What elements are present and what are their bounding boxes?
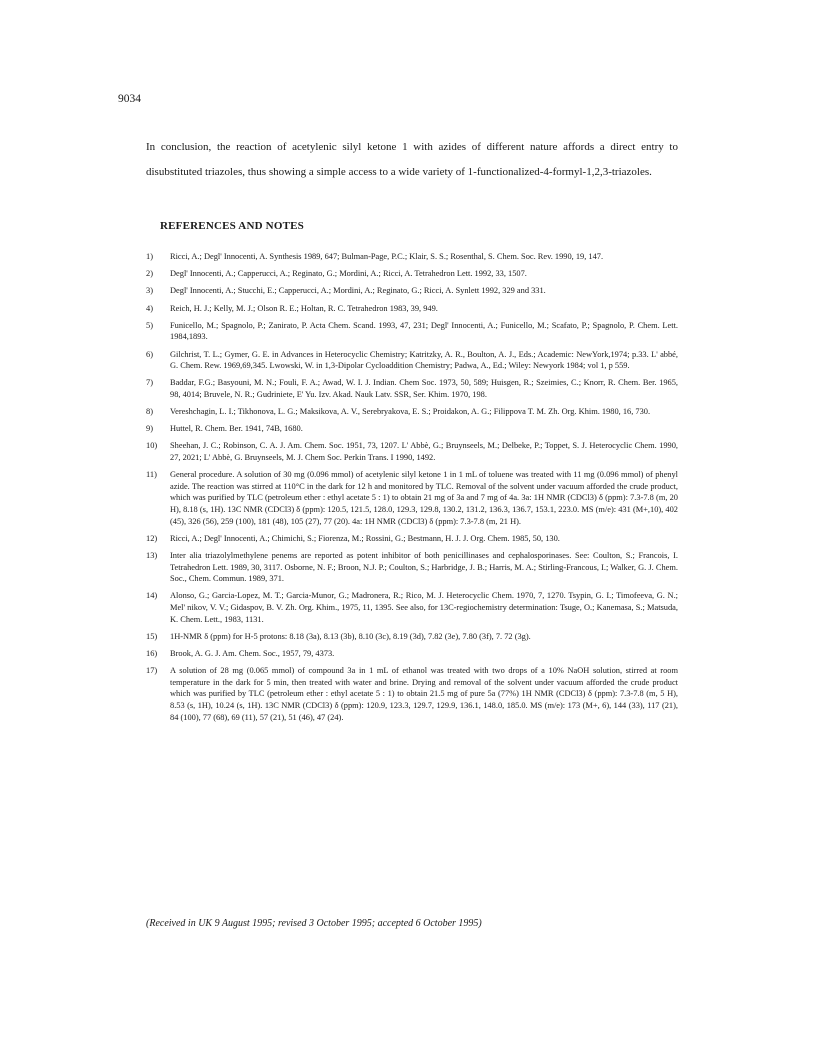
reference-item (146, 550, 678, 585)
reference-item (146, 268, 678, 280)
reference-number: 3) (146, 286, 153, 296)
reference-item (146, 440, 678, 463)
reference-text: A solution of 28 mg (0.065 mmol) of compound 3a in 1 mL of ethanol was treated with two drops of a 10% NaOH solution, stirred at room temperature in the dark for 5 min, then treated with water and brine. Drying and removal of the solvent under vacuum afforded the crude product which was purified by TLC (petroleum ether : ethyl acetate 5 : 1) to obtain 21.5 mg of pure 5a (77%) 1H NMR (CDCl3) δ (ppm): 7.3-7.8 (m, 5 H), 8.53 (s, 1H), 10.24 (s, 1H). 13C NMR (CDCl3) δ (ppm): 120.9, 123.3, 129.7, 129.9, 136.1, 148.0, 185.0. MS (m/e): 173 (M+, 6), 144 (33), 117 (21), 84 (100), 77 (68), 69 (11), 57 (21), 51 (46), 47 (24). (170, 666, 678, 722)
received-dates: (Received in UK 9 August 1995; revised 3 October 1995; accepted 6 October 1995) (146, 918, 482, 929)
reference-number: 11) (146, 470, 157, 480)
reference-text: Baddar, F.G.; Basyouni, M. N.; Fouli, F. A.; Awad, W. I. J. Indian. Chem Soc. 1973, 50, 589; Huisgen, R.; Szeimies, C.; Knorr, R. Chem. Ber. 1965, 98, 4014; Bruvele, N. R.; Gudriniete, E' Yu. Izv. Akad. Nauk Latv. SSR, Ser. Khim. 1970, 198. (170, 378, 678, 399)
reference-item (146, 406, 678, 418)
reference-text: Brook, A. G. J. Am. Chem. Soc., 1957, 79, 4373. (170, 648, 335, 658)
reference-text: Alonso, G.; Garcia-Lopez, M. T.; Garcia-Munor, G.; Madronera, R.; Rico, M. J. Heterocyclic Chem. 1970, 7, 1270. Tsypin, G. I.; Timofeeva, G. N.; Mel' nikov, V. V.; Gidaspov, B. V. Zh. Org. Khim., 1975, 11, 1395. See also, for 13C-regiochemistry determination: Tsuge, O.; Kanemasa, S.; Matsuda, K. Chem. Lett., 1983, 1131. (170, 591, 678, 624)
reference-item (146, 303, 678, 315)
page-number: 9034 (118, 93, 141, 105)
reference-number: 1) (146, 252, 153, 261)
reference-item (146, 590, 678, 625)
reference-number: 14) (146, 591, 158, 601)
reference-number: 13) (146, 551, 158, 560)
reference-text: 1H-NMR δ (ppm) for H-5 protons: 8.18 (3a), 8.13 (3b), 8.10 (3c), 8.19 (3d), 7.82 (3e), 7.80 (3f), 7. 72 (3g). (170, 631, 531, 641)
reference-number: 2) (146, 269, 153, 279)
reference-number: 12) (146, 533, 158, 543)
reference-text: General procedure. A solution of 30 mg (0.096 mmol) of acetylenic silyl ketone 1 in 1 mL of toluene was treated with 11 mg (0.096 mmol) of phenyl azide. The reaction was stirred at 110°C in the dark for 12 h and monitored by TLC. Removal of the solvent under vacuum afforded the crude product, which was purified by TLC (petroleum ether : ethyl acetate 5 : 1) to obtain 21 mg of 3a and 7 mg of 4a. 3a: 1H NMR (CDCl3) δ (ppm): 7.3-7.8 (m, 20 H), 8.18 (s, 1H). 13C NMR (CDCl3) δ (ppm): 120.5, 121.5, 128.0, 129.3, 129.8, 130.2, 131.2, 136.3, 136.7, 153.1, 223.0. MS (m/e): 431 (M+,10), 402 (45), 326 (56), 259 (100), 181 (48), 105 (27), 77 (20). 4a: 1H NMR (CDCl3) δ (ppm): 7.3-7.8 (m, 21 H). (170, 470, 678, 526)
reference-text: Sheehan, J. C.; Robinson, C. A. J. Am. Chem. Soc. 1951, 73, 1207. L' Abbè, G.; Bruynseels, M.; Delbeke, P.; Toppet, S. J. Heterocyclic Chem. 1990, 27, 2021; L' Abbè, G. Bruynseels, M. J. Chem Soc. Perkin Trans. I 1990, 1492. (170, 441, 678, 463)
reference-item (146, 423, 678, 435)
reference-number: 9) (146, 424, 153, 434)
reference-item (146, 665, 678, 723)
reference-number: 6) (146, 349, 153, 359)
reference-item (146, 469, 678, 527)
references-heading: REFERENCES AND NOTES (160, 220, 304, 232)
reference-number: 10) (146, 441, 158, 451)
reference-number: 8) (146, 407, 153, 417)
reference-number: 4) (146, 303, 153, 313)
reference-text: Ricci, A.; Degl' Innocenti, A. Synthesis 1989, 647; Bulman-Page, P.C.; Klair, S. S.; Rosenthal, S. Chem. Soc. Rev. 1990, 19, 147. (170, 252, 604, 261)
reference-item (146, 631, 678, 643)
reference-text: Reich, H. J.; Kelly, M. J.; Olson R. E.; Holtan, R. C. Tetrahedron 1983, 39, 949. (170, 303, 438, 313)
reference-number: 16) (146, 648, 158, 658)
reference-number: 17) (146, 666, 158, 676)
reference-text: Degl' Innocenti, A.; Stucchi, E.; Capperucci, A.; Mordini, A.; Reginato, G.; Ricci, A. Synlett 1992, 329 and 331. (170, 286, 546, 296)
reference-text: Degl' Innocenti, A.; Capperucci, A.; Reginato, G.; Mordini, A.; Ricci, A. Tetrahedron Lett. 1992, 33, 1507. (170, 269, 527, 279)
reference-number: 5) (146, 320, 153, 330)
reference-item (146, 320, 678, 343)
reference-text: Inter alia triazolylmethylene penems are reported as potent inhibitor of both penicillinases and cephalosporinases. See: Coulton, S.; Francois, I. Tetrahedron Lett. 1989, 30, 3117. Osborne, N. F.; Broon, N.J. P.; Coulton, S.; Harbridge, J. B.; Harris, M. A.; Stirling-Francous, I.; Walker, G. J. Chem. Soc., Chem. Commun. 1989, 371. (170, 551, 678, 584)
reference-text: Funicello, M.; Spagnolo, P.; Zanirato, P. Acta Chem. Scand. 1993, 47, 231; Degl' Innocenti, A.; Funicello, M.; Scafato, P.; Spagnolo, P. Chem. Lett. 1984,1893. (170, 320, 678, 342)
reference-item (146, 533, 678, 545)
reference-item (146, 349, 678, 372)
references-list (146, 251, 678, 729)
reference-text: Ricci, A.; Degl' Innocenti, A.; Chimichi, S.; Fiorenza, M.; Rossini, G.; Bestmann, H. J. J. Org. Chem. 1985, 50, 130. (170, 533, 560, 543)
reference-item (146, 377, 678, 400)
conclusion-paragraph: In conclusion, the reaction of acetylenic silyl ketone 1 with azides of different nature affords a direct entry to disubstituted triazoles, thus showing a simple access to a wide variety of 1-functionalized-4-formyl-1,2,3-triazoles. (146, 141, 678, 178)
reference-text: Huttel, R. Chem. Ber. 1941, 74B, 1680. (170, 424, 303, 434)
reference-text: Vereshchagin, L. I.; Tikhonova, L. G.; Maksikova, A. V., Serebryakova, E. S.; Proidakon, A. G.; Filippova T. M. Zh. Org. Khim. 1980, 16, 730. (170, 407, 651, 417)
reference-number: 15) (146, 631, 158, 641)
reference-item (146, 251, 678, 263)
reference-item (146, 285, 678, 297)
reference-number: 7) (146, 378, 153, 388)
reference-item (146, 648, 678, 660)
reference-text: Gilchrist, T. L.; Gymer, G. E. in Advances in Heterocyclic Chemistry; Katritzky, A. R., Boulton, A. J., Eds.; Academic: NewYork,1974; p.33. L' abbé, G. Chem. Rew. 1969,69,345. Lwowski, W. in 1,3-Dipolar Cycloaddition Chemistry; Padwa, A., Ed.; Wiley: Newyork 1984; vol 1, p 559. (170, 349, 678, 371)
